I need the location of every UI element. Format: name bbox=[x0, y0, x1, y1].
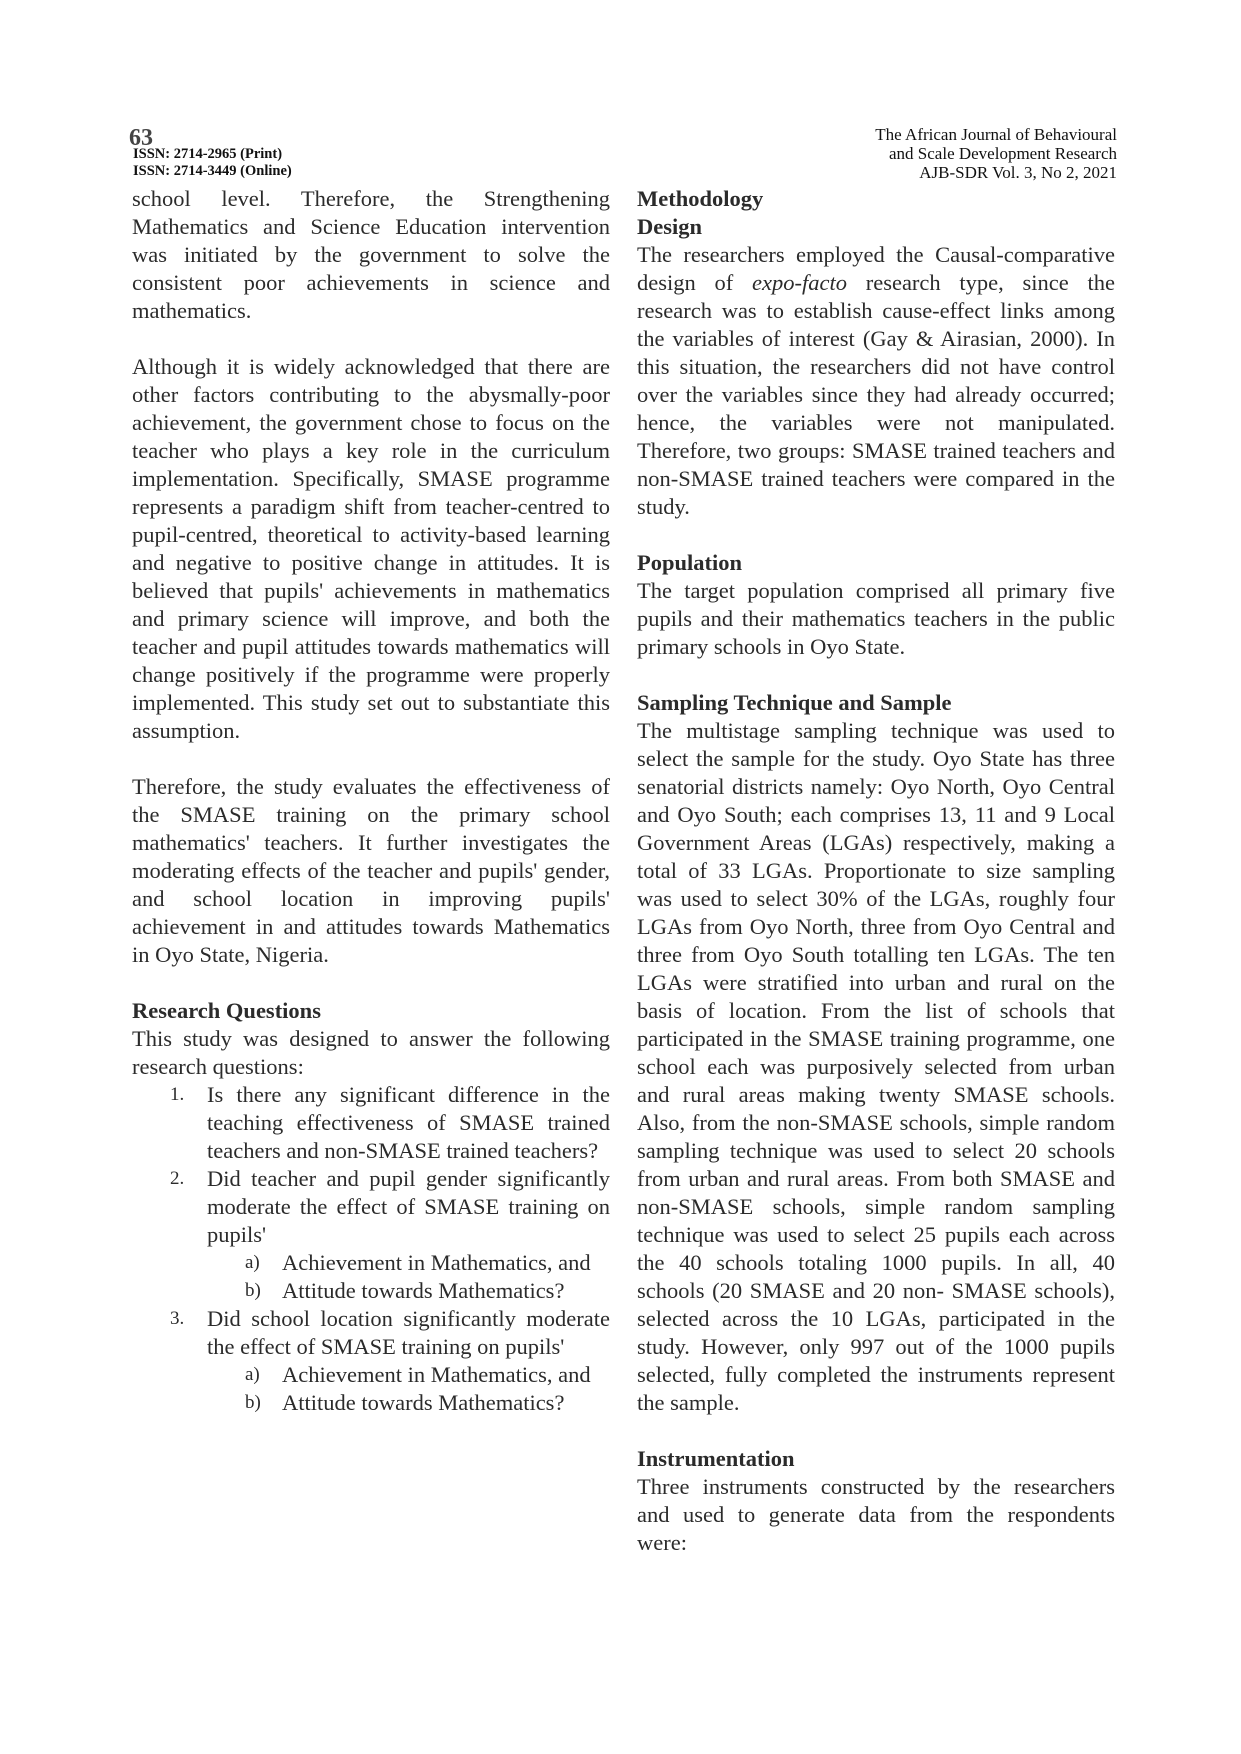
sampling-heading: Sampling Technique and Sample bbox=[637, 690, 952, 715]
sub-question-letter: a) bbox=[245, 1252, 260, 1273]
sub-question-text: Attitude towards Mathematics? bbox=[282, 1390, 565, 1415]
research-question bbox=[132, 1081, 610, 1165]
sub-question bbox=[207, 1389, 610, 1417]
design-type-term: expo-facto bbox=[752, 270, 847, 295]
population-heading: Population bbox=[637, 550, 743, 575]
sub-question bbox=[207, 1361, 610, 1389]
issn-print: ISSN: 2714-2965 (Print) bbox=[133, 146, 283, 162]
question-number: 2. bbox=[170, 1168, 185, 1189]
population-paragraph: The target population comprised all primary five pupils and their mathematics teachers in the public primary schools in Oyo State. bbox=[637, 578, 1115, 659]
question-number: 3. bbox=[170, 1308, 185, 1329]
research-questions-list bbox=[132, 1081, 610, 1417]
sub-question-letter: b) bbox=[245, 1392, 261, 1413]
question-text: Did school location significantly moderate the effect of SMASE training on pupils' bbox=[207, 1306, 610, 1359]
intro-paragraph-2: Although it is widely acknowledged that there are other factors contributing to the abysmally-poor achievement, the government chose to focus on the teacher who plays a key role in the curriculum implementation. Specifically, SMASE programme represents a paradigm shift from teacher-centred to pupil-centred, theoretical to activity-based learning and negative to positive change in attitudes. It is believed that pupils' achievements in mathematics and primary science will improve, and both the teacher and pupil attitudes towards mathematics will change positively if the programme were properly implemented. This study set out to substantiate this assumption. bbox=[132, 354, 610, 743]
journal-title-line2: and Scale Development Research bbox=[889, 144, 1117, 163]
sub-question-list bbox=[207, 1249, 610, 1305]
journal-volume: AJB-SDR Vol. 3, No 2, 2021 bbox=[919, 163, 1117, 182]
sub-question-text: Achievement in Mathematics, and bbox=[282, 1250, 591, 1275]
sub-question bbox=[207, 1249, 610, 1277]
issn-online: ISSN: 2714-3449 (Online) bbox=[133, 163, 292, 179]
question-text: Did teacher and pupil gender significantly moderate the effect of SMASE training on pupils' bbox=[207, 1166, 610, 1247]
sampling-paragraph: The multistage sampling technique was used to select the sample for the study. Oyo State has three senatorial districts namely: Oyo North, Oyo Central and Oyo South; each comprises 13, 11 and 9 Local Government Areas (LGAs) respectively, making a total of 33 LGAs. Proportionate to size sampling was used to select 30% of the LGAs, roughly four LGAs from Oyo North, three from Oyo Central and three from Oyo South totalling ten LGAs. The ten LGAs were stratified into urban and rural on the basis of location. From the list of schools that participated in the SMASE training programme, one school each was purposively selected from urban and rural areas making twenty SMASE schools. Also, from the non-SMASE schools, simple random sampling technique was used to select 20 schools from urban and rural areas. From both SMASE and non-SMASE schools, simple random sampling technique was used to select 25 pupils each across the 40 schools totaling 1000 pupils. In all, 40 schools (20 SMASE and 20 non- SMASE schools), selected across the 10 LGAs, participated in the study. However, only 997 out of the 1000 pupils selected, fully completed the instruments represent the sample. bbox=[637, 718, 1115, 1415]
sub-question-letter: a) bbox=[245, 1364, 260, 1385]
intro-paragraph-3: Therefore, the study evaluates the effectiveness of the SMASE training on the primary school mathematics' teachers. It further investigates the moderating effects of the teacher and pupils' gender, and school location in improving pupils' achievement in and attitudes towards Mathematics in Oyo State, Nigeria. bbox=[132, 774, 610, 967]
research-question bbox=[132, 1165, 610, 1305]
instrumentation-paragraph: Three instruments constructed by the researchers and used to generate data from the respondents were: bbox=[637, 1474, 1115, 1555]
issn-block bbox=[133, 146, 292, 180]
left-column bbox=[132, 185, 610, 1417]
design-text-start: The researchers employed the Causal-comparative design of bbox=[637, 242, 1115, 295]
sub-question bbox=[207, 1277, 610, 1305]
instrumentation-heading: Instrumentation bbox=[637, 1446, 795, 1471]
sub-question-text: Attitude towards Mathematics? bbox=[282, 1278, 565, 1303]
right-column bbox=[637, 185, 1115, 1557]
question-text: Is there any significant difference in the teaching effectiveness of SMASE trained teachers and non-SMASE trained teachers? bbox=[207, 1082, 610, 1163]
methodology-heading: Methodology bbox=[637, 186, 764, 211]
sub-question-letter: b) bbox=[245, 1280, 261, 1301]
sub-question-list bbox=[207, 1361, 610, 1417]
research-question bbox=[132, 1305, 610, 1417]
question-number: 1. bbox=[170, 1084, 185, 1105]
journal-header bbox=[875, 125, 1117, 182]
design-heading: Design bbox=[637, 214, 703, 239]
intro-paragraph-1: school level. Therefore, the Strengthening Mathematics and Science Education intervention was initiated by the government to solve the consistent poor achievements in science and mathematics. bbox=[132, 186, 610, 323]
journal-title-line1: The African Journal of Behavioural bbox=[875, 125, 1117, 144]
design-text-end: research type, since the research was to establish cause-effect links among the variables of interest (Gay & Airasian, 2000). In this situation, the researchers did not have control over the variables since they had already occurred; hence, the variables were not manipulated. Therefore, two groups: SMASE trained teachers and non-SMASE trained teachers were compared in the study. bbox=[637, 270, 1115, 519]
research-questions-intro: This study was designed to answer the following research questions: bbox=[132, 1026, 610, 1079]
page-number: 63 bbox=[129, 125, 153, 151]
design-paragraph bbox=[637, 241, 1115, 521]
sub-question-text: Achievement in Mathematics, and bbox=[282, 1362, 591, 1387]
research-questions-heading: Research Questions bbox=[132, 998, 321, 1023]
